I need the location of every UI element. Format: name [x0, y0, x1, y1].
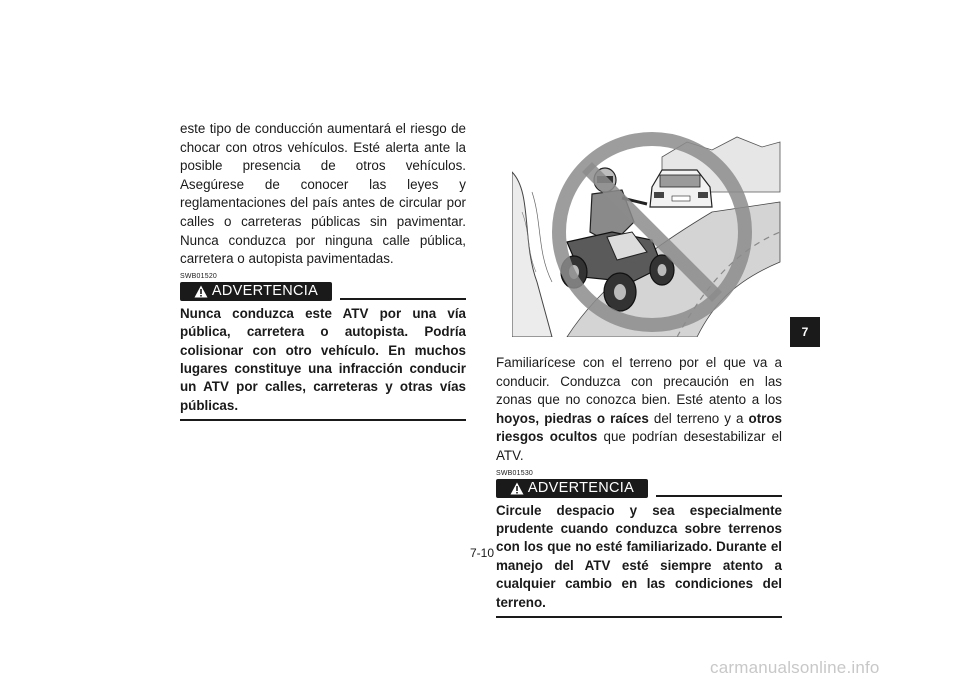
- right-column: [496, 354, 782, 618]
- right-paragraph-part-e: que podrían desestabilizar el ATV.: [496, 429, 783, 463]
- warning-label: ADVERTENCIA: [211, 282, 319, 299]
- warning-label: ADVERTENCIA: [527, 479, 635, 496]
- warning-badge: [496, 479, 648, 498]
- watermark: carmanualsonline.info: [710, 658, 880, 677]
- warning-code: SWB01530: [496, 469, 534, 477]
- left-column: [180, 120, 466, 421]
- right-paragraph-bold-a: hoyos, piedras o raíces: [496, 410, 649, 426]
- right-paragraph-part-c: del terreno y a: [648, 410, 749, 426]
- right-paragraph-part-a: Familiarícese con el terreno por el que va a conducir. Conduzca con precaución en las zonas que no conozca bien. Esté atento a los: [496, 355, 782, 408]
- warning-bottom-rule: [496, 616, 782, 618]
- right-paragraph: [496, 354, 782, 466]
- warning-rule: [656, 495, 782, 497]
- warning-header: [496, 479, 782, 499]
- left-paragraph: este tipo de conducción aumentará el riesgo de chocar con otros vehículos. Esté alerta ante la posible presencia de otros vehículos. Asegúrese de conocer las leyes y reglamentaciones del país antes de circular por calles o carreteras públicas sin pavimentar. Nunca conduzca por ninguna calle pública, carretera o autopista pavimentadas.: [180, 121, 466, 267]
- warning-header: [180, 282, 466, 302]
- chapter-tab: 7: [790, 317, 820, 347]
- right-paragraph-bold-b: otros riesgos ocultos: [496, 410, 782, 445]
- warning-text: Nunca conduzca este ATV por una vía pública, carretera o autopista. Podría colisionar con otro vehículo. En muchos lugares constituye una infracción conducir un ATV por calles, carreteras y otras vías públicas.: [180, 305, 466, 413]
- warning-text: Circule despacio y sea especialmente prudente cuando conduzca sobre terrenos con los que no esté familiarizado. Durante el manejo del ATV esté siempre atento a cualquier cambio en las condiciones del terreno.: [496, 502, 782, 610]
- page-number: 7-10: [470, 546, 495, 560]
- warning-bottom-rule: [180, 419, 466, 421]
- warning-triangle-icon: [510, 482, 524, 495]
- warning-rule: [340, 298, 466, 300]
- warning-code: SWB01520: [180, 272, 218, 280]
- no-atv-on-road-illustration: [512, 132, 782, 337]
- warning-badge: [180, 282, 332, 301]
- warning-triangle-icon: [194, 285, 208, 298]
